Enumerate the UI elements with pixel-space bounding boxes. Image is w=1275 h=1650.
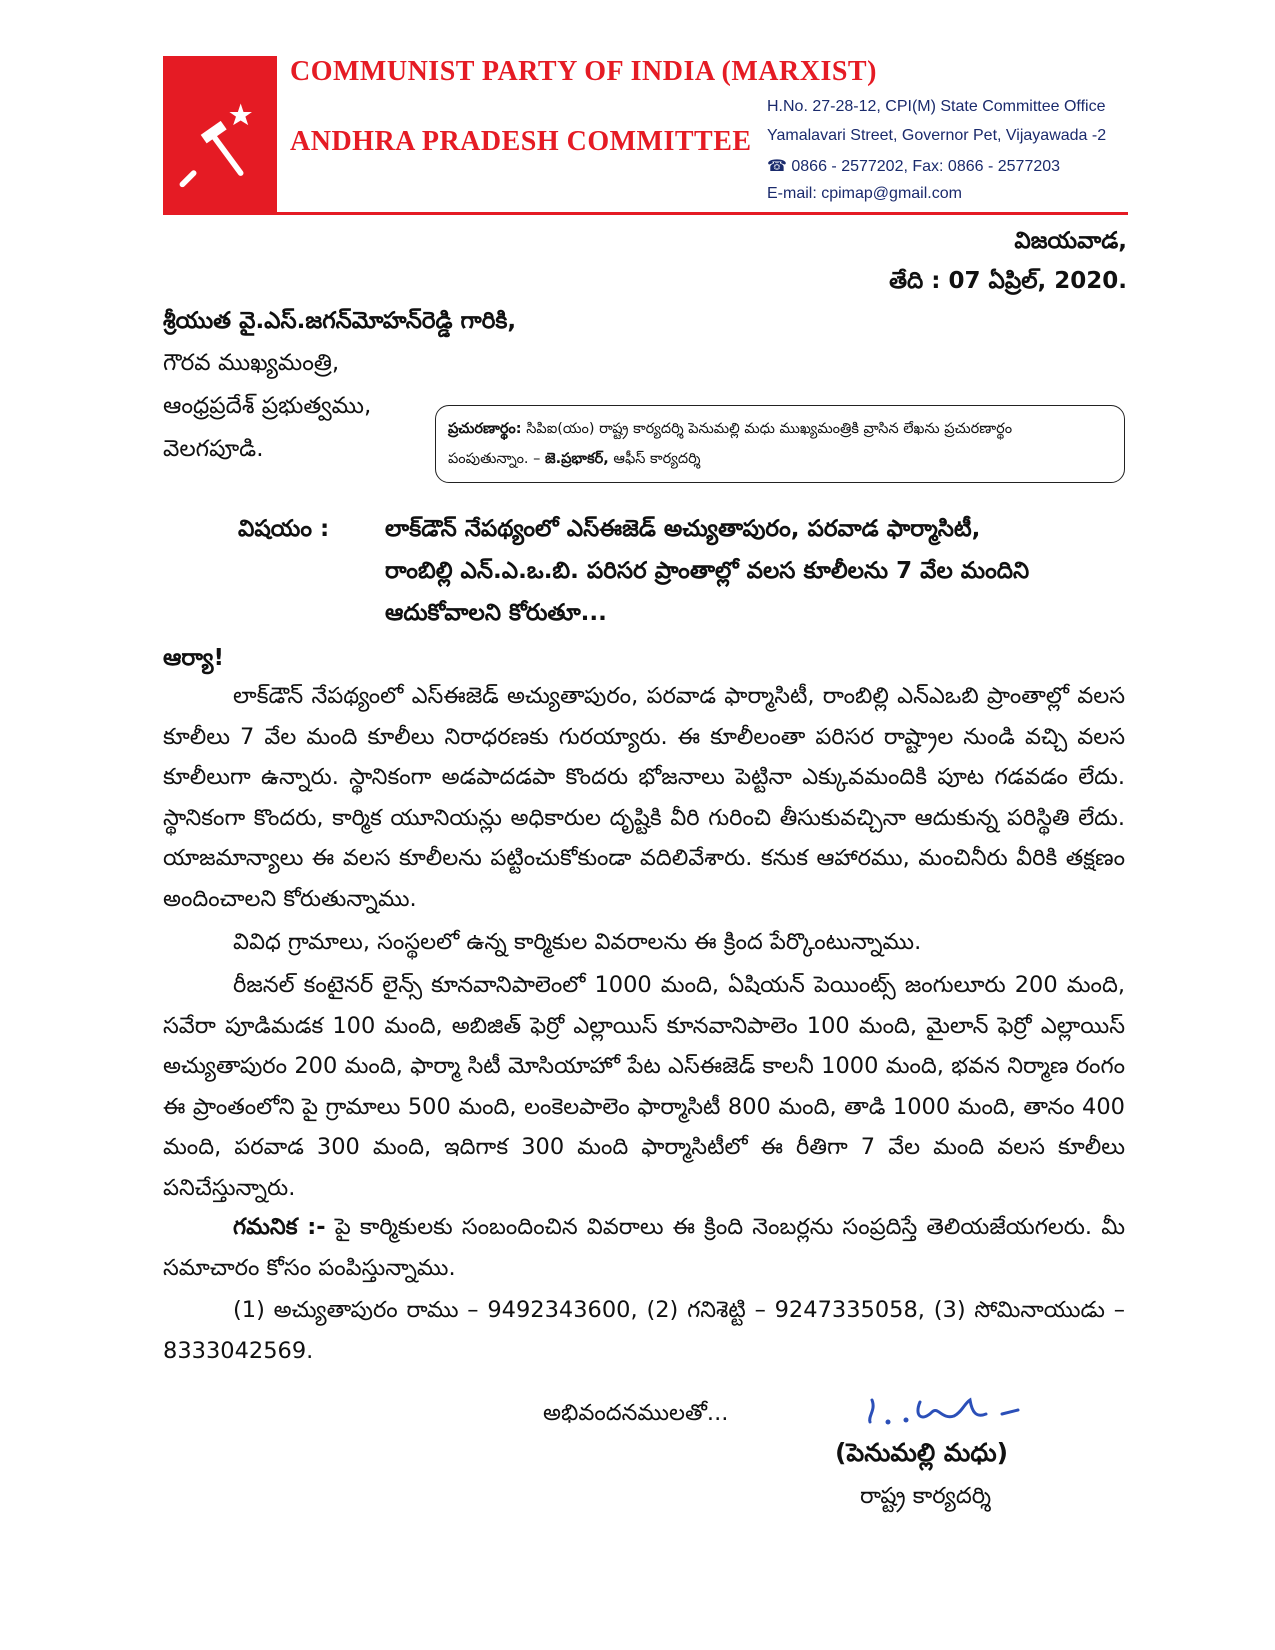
letterhead-divider bbox=[163, 212, 1128, 215]
body-paragraph: రీజనల్ కంటైనర్ లైన్స్ కూనవానిపాలెంలో 1000 మంది, ఏషియన్ పెయింట్స్ జంగులూరు 200 మంది, సవేరా పూడిమడక 100 మంది, అబిజిత్ ఫెర్రో ఎల్లాయిస్ కూనవానిపాలెం 100 మంది, మైలాన్ ఫెర్రో ఎల్లాయిస్ అచ్యుతాపురం 200 మంది, ఫార్మా సిటీ మోసియాహో పేట ఎస్ఈజెడ్ కాలనీ 1000 మంది, భవన నిర్మాణ రంగం ఈ ప్రాంతంలోని పై గ్రామాలు 500 మంది, లంకెలపాలెం ఫార్మాసిటీ 800 మంది, తాడి 1000 మంది, తానం 400 మంది, పరవాడ 300 మంది, ఇదిగాక 300 మంది ఫార్మాసిటీలో ఈ రీతిగా 7 వేల మంది వలస కూలీలు పనిచేస్తున్నారు. bbox=[163, 972, 1125, 1201]
note-text: పై కార్మికులకు సంబందించిన వివరాలు ఈ క్రింది నెంబర్లను సంప్రదిస్తే తెలియజేయగలరు. మీ సమాచారం కోసం పంపిస్తున్నాము. bbox=[163, 1214, 1126, 1281]
office-phone-line: ☎ 0866 - 2577202, Fax: 0866 - 2577203 bbox=[767, 158, 1061, 175]
letter-place: విజయవాడ, bbox=[1014, 228, 1127, 254]
press-note-box bbox=[435, 405, 1125, 483]
handwritten-signature bbox=[862, 1392, 1032, 1442]
committee-name: ANDHRA PRADESH COMMITTEE bbox=[290, 126, 752, 157]
body-paragraph: లాక్‌డౌన్ నేపథ్యంలో ఎస్ఈజెడ్ అచ్యుతాపురం, పరవాడ ఫార్మాసిటీ, రాంబిల్లి ఎన్ఎఒబి ప్రాంతాల్లో వలస కూలీలు 7 వేల మంది కూలీలు నిరాధరణకు గురయ్యారు. ఈ కూలీలంతా పరిసర రాష్ట్రాల నుండి వచ్చి వలస కూలీలుగా ఉన్నారు. స్థానికంగా అడపాదడపా కొందరు భోజనాలు పెట్టినా ఎక్కువమందికి పూట గడవడం లేదు. స్థానికంగా కొందరు, కార్మిక యూనియన్లు అధికారుల దృష్టికి వీరి గురించి తీసుకువచ్చినా ఆదుకున్న పరిస్థితి లేదు. యాజమాన్యాలు ఈ వలస కూలీలను పట్టించుకోకుండా వదిలివేశారు. కనుక ఆహారము, మంచినీరు వీరికి తక్షణం అందించాలని కోరుతున్నాము. bbox=[163, 683, 1125, 912]
note-label: గమనిక :- bbox=[233, 1214, 326, 1240]
subject-label: విషయం : bbox=[238, 516, 330, 542]
addressee-line: గౌరవ ముఖ్యమంత్రి, bbox=[163, 350, 340, 376]
press-note-label: ప్రచురణార్థం: bbox=[448, 421, 522, 437]
signer-name: (పెనుమల్లి మధు) bbox=[835, 1438, 1009, 1467]
press-note-line bbox=[448, 414, 1112, 444]
press-note-text: సిపిఐ(యం) రాష్ట్ర కార్యదర్శి పెనుమల్లి మధు ముఖ్యమంత్రికి వ్రాసిన లేఖను ప్రచురణార్థం bbox=[526, 421, 1013, 437]
press-note-text: పంపుతున్నాం. – bbox=[448, 451, 541, 467]
press-note-sender: జె.ప్రభాకర్, bbox=[545, 451, 609, 467]
subject-line: రాంబిల్లి ఎన్.ఎ.ఒ.బి. పరిసర ప్రాంతాల్లో వలస కూలీలను 7 వేల మందిని bbox=[385, 558, 1030, 584]
office-email-line: E-mail: cpimap@gmail.com bbox=[767, 185, 962, 202]
note-paragraph bbox=[163, 1207, 1125, 1288]
addressee-line: శ్రీయుత వై.ఎస్.జగన్‌మోహన్‌రెడ్డి గారికి, bbox=[163, 308, 517, 334]
office-address-line: H.No. 27-28-12, CPI(M) State Committee Office bbox=[767, 98, 1106, 115]
org-name: COMMUNIST PARTY OF INDIA (MARXIST) bbox=[290, 56, 877, 87]
salutation: ఆర్యా! bbox=[163, 645, 224, 671]
subject-line: ఆదుకోవాలని కోరుతూ... bbox=[385, 600, 607, 626]
press-note-line bbox=[448, 444, 1112, 474]
contacts-paragraph: (1) అచ్యుతాపురం రాము – 9492343600, (2) గనిశెట్టి – 9247335058, (3) సోమినాయుడు – 8333042569. bbox=[163, 1297, 1125, 1364]
office-address-line: Yamalavari Street, Governor Pet, Vijayawada -2 bbox=[767, 127, 1107, 144]
body-paragraph: వివిధ గ్రామాలు, సంస్థలలో ఉన్న కార్మికుల వివరాలను ఈ క్రింద పేర్కొంటున్నాము. bbox=[233, 929, 922, 955]
addressee-line: వెలగపూడి. bbox=[163, 436, 264, 462]
party-logo bbox=[163, 56, 277, 214]
subject-line: లాక్‌డౌన్ నేపథ్యంలో ఎస్ఈజెడ్ అచ్యుతాపురం, పరవాడ ఫార్మాసిటీ, bbox=[385, 516, 981, 542]
signer-title: రాష్ట్ర కార్యదర్శి bbox=[860, 1483, 992, 1509]
addressee-line: ఆంధ్రప్రదేశ్ ప్రభుత్వము, bbox=[163, 393, 372, 419]
letter-date: తేది : 07 ఏప్రిల్, 2020. bbox=[889, 268, 1127, 294]
hammer-sickle-icon bbox=[173, 96, 267, 190]
press-note-sender-role: ఆఫీస్ కార్యదర్శి bbox=[613, 451, 701, 467]
closing-greeting: అభివందనములతో... bbox=[543, 1400, 729, 1426]
